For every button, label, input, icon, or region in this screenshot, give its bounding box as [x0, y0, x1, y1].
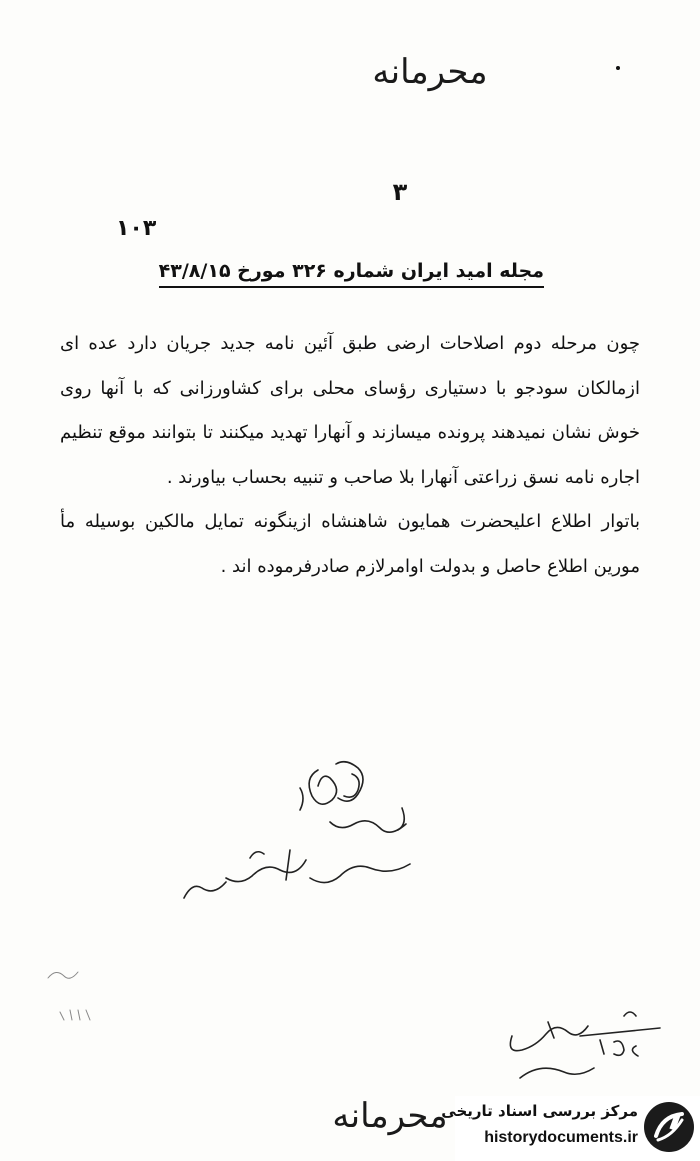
watermark-org: مرکز بررسی اسناد تاریخی [441, 1102, 638, 1120]
body-paragraph: باتوار اطلاع اعلیحضرت همایون شاهنشاه ازینگونه تمایل مالکین بوسیله مأ مورین اطلاع حاصل و بدولت اوامرلازم صادرفرموده اند . [60, 511, 640, 577]
watermark-url: historydocuments.ir [484, 1129, 638, 1146]
body-paragraph: چون مرحله دوم اصلاحات ارضی طبق آئین نامه جدید جریان دارد عده ای ازمالکان سودجو با دستیاری رؤسای محلی برای کشاورزانی که با آنها روی خوش نشان نمیدهند پرونده میسازند و آنهارا تهدید میکنند تا بتوانند موقع تنظیم اجاره نامه نسق زراعتی آنهارا بلا صاحب و تنبیه بحساب بیاورند . [60, 333, 640, 488]
handwritten-date [510, 1012, 660, 1078]
handwritten-initials [330, 821, 406, 832]
margin-number [60, 1010, 90, 1020]
document-body [60, 322, 640, 589]
page-number: ۳ [392, 178, 408, 206]
document-headline: مجله امید ایران شماره ۳۲۶ مورخ ۴۳/۸/۱۵ [159, 260, 544, 288]
archive-watermark [441, 1096, 700, 1161]
classification-footer: محرمانه [332, 1096, 448, 1136]
margin-note [48, 972, 78, 978]
classification-header: محرمانه [372, 52, 488, 92]
reference-number: ۱۰۳ [116, 216, 157, 241]
monogram-stamp [300, 762, 363, 810]
handwritten-note [184, 850, 410, 898]
handwritten-annotations [0, 740, 700, 1100]
archive-logo-icon [642, 1100, 696, 1154]
